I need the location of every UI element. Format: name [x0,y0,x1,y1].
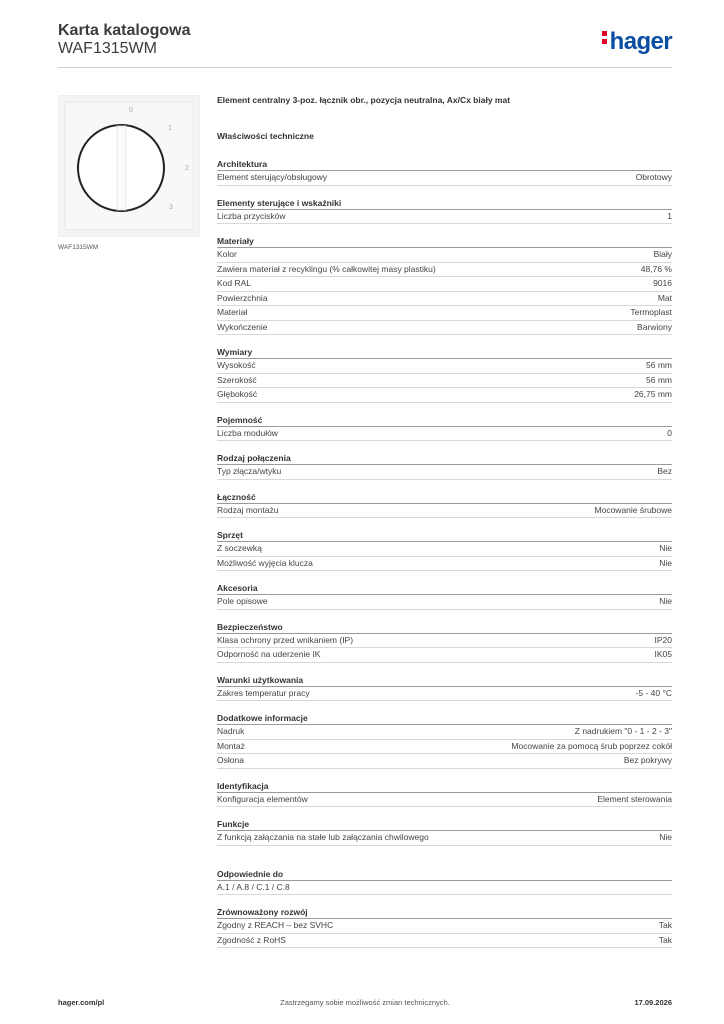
spec-row [217,634,672,649]
spec-label: Nadruk [217,726,245,736]
spec-group [217,906,672,948]
spec-label: Materiał [217,307,248,317]
logo-text: hager [609,28,672,55]
spec-value: Element sterowania [597,793,672,804]
spec-value: 26,75 mm [634,389,672,399]
spec-row [217,934,672,949]
footer-date: 17.09.2026 [634,998,672,1007]
spec-label: Zgodność z RoHS [217,934,286,945]
spec-row [217,595,672,610]
spec-value: Mat [657,292,672,303]
dial-label-0: 0 [129,107,133,114]
image-caption: WAF1315WM [58,244,99,251]
spec-value: Biały [653,249,672,259]
spec-value: 1 [667,210,672,221]
spec-row [217,725,672,740]
spec-row [217,504,672,519]
spec-value: Tak [658,920,672,930]
spec-value: 48,76 % [640,263,672,274]
spec-label: Element sterujący/obsługowy [217,172,328,182]
spec-row [217,881,672,896]
spec-value: 56 mm [646,360,672,370]
spec-value: Nie [659,557,672,568]
spec-group-title: Architektura [217,158,672,171]
spec-group-title: Odpowiednie do [217,868,672,881]
spec-row [217,557,672,572]
spec-label: Możliwość wyjęcia klucza [217,557,313,568]
spec-value: 56 mm [646,374,672,385]
spec-value: Bez pokrywy [623,755,672,765]
spec-label: Zawiera materiał z recyklingu (% całkowitej masy plastiku) [217,263,436,274]
spec-label: Liczba modułów [217,427,278,438]
spec-label: Osłona [217,755,244,765]
spec-label: Zakres temperatur pracy [217,687,310,698]
spec-label: Liczba przycisków [217,210,286,221]
spec-label: Powierzchnia [217,292,268,303]
spec-label: Odporność na uderzenie IK [217,649,321,659]
spec-label: Z funkcją załączania na stałe lub załączania chwilowego [217,832,429,842]
spec-value: Barwiony [637,321,672,332]
spec-group-title: Bezpieczeństwo [217,621,672,634]
spec-group [217,197,672,225]
spec-group-title: Akcesoria [217,582,672,595]
spec-row [217,754,672,769]
spec-row [217,465,672,480]
spec-group [217,780,672,808]
spec-row [217,542,672,557]
spec-group [217,235,672,335]
spec-group-title: Materiały [217,235,672,248]
spec-label: A.1 / A.8 / C.1 / C.8 [217,881,290,892]
spec-group [217,868,672,896]
spec-value: Nie [659,543,672,553]
spec-group-title: Wymiary [217,346,672,359]
spec-row [217,277,672,292]
spec-row [217,388,672,403]
spec-value: -5 - 40 °C [635,687,672,698]
spec-label: Pole opisowe [217,596,268,606]
spec-row [217,740,672,755]
spec-label: Z soczewką [217,543,262,553]
spec-row [217,210,672,225]
spec-group [217,414,672,442]
footer-note: Zastrzegamy sobie możliwość zmian technicznych. [280,998,450,1007]
spec-value: Obrotowy [635,172,672,182]
spec-row [217,321,672,336]
spec-group [217,712,672,769]
spec-row [217,359,672,374]
product-code: WAF1315WM [58,40,157,57]
spec-group-title: Łączność [217,491,672,504]
spec-group [217,582,672,610]
spec-value: Nie [659,596,672,606]
spec-value: 0 [667,427,672,438]
spec-group [217,621,672,663]
footer-website[interactable]: hager.com/pl [58,998,105,1007]
spec-row [217,248,672,263]
knob-grip-icon [117,126,126,210]
spec-group-title: Dodatkowe informacje [217,712,672,725]
spec-row [217,263,672,278]
spec-group-title: Sprzęt [217,529,672,542]
product-description: Element centralny 3-poz. łącznik obr., pozycja neutralna, Ax/Cx biały mat [217,95,511,105]
header-divider [58,67,672,68]
hager-logo [602,28,672,56]
spec-label: Szerokość [217,374,257,385]
spec-group [217,529,672,571]
spec-group [217,491,672,519]
spec-groups [217,158,672,846]
spec-group-title: Rodzaj połączenia [217,452,672,465]
logo-dots-icon [602,28,608,47]
spec-value: Bez [657,466,672,476]
document-title: Karta katalogowa [58,22,191,39]
spec-label: Kolor [217,249,237,259]
spec-group [217,346,672,403]
product-image [58,95,200,237]
spec-value: Tak [658,934,672,945]
spec-value: Mocowanie za pomocą śrub poprzez cokół [511,740,672,751]
spec-value: Z nadrukiem "0 - 1 - 2 - 3" [574,726,672,736]
spec-label: Zgodny z REACH – bez SVHC [217,920,334,930]
dial-label-1: 1 [168,125,172,132]
spec-row [217,648,672,663]
spec-value: 9016 [653,278,672,288]
spec-row [217,171,672,186]
spec-group-title: Zrównoważony rozwój [217,906,672,919]
spec-group-title: Funkcje [217,818,672,831]
specifications [217,95,672,959]
spec-row [217,831,672,846]
spec-row [217,919,672,934]
spec-label: Wysokość [217,360,256,370]
spec-value: IP20 [654,634,672,645]
spec-row [217,306,672,321]
spec-label: Kod RAL [217,278,252,288]
spec-row [217,427,672,442]
spec-group-title: Warunki użytkowania [217,674,672,687]
spec-group [217,452,672,480]
spec-group-title: Pojemność [217,414,672,427]
dial-label-3: 3 [169,204,173,211]
spec-value: Termoplast [630,307,672,317]
spec-row [217,793,672,808]
spec-value: IK05 [654,649,672,659]
spec-value: Nie [659,832,672,842]
spec-label: Konfiguracja elementów [217,793,308,804]
section-title: Właściwości techniczne [217,131,314,141]
spec-label: Klasa ochrony przed wnikaniem (IP) [217,634,354,645]
spec-label: Rodzaj montażu [217,504,279,515]
spec-value: Mocowanie śrubowe [594,504,672,515]
spec-label: Wykończenie [217,321,268,332]
spec-row [217,292,672,307]
spec-group-title: Elementy sterujące i wskaźniki [217,197,672,210]
spec-label: Głębokość [217,389,258,399]
dial-label-2: 2 [185,165,189,172]
extra-spec-groups [217,868,672,949]
spec-group-title: Identyfikacja [217,780,672,793]
spec-group [217,158,672,186]
spec-label: Typ złącza/wtyku [217,466,282,476]
spec-group [217,674,672,702]
spec-group [217,818,672,846]
spec-label: Montaż [217,740,245,751]
spec-row [217,374,672,389]
spec-row [217,687,672,702]
